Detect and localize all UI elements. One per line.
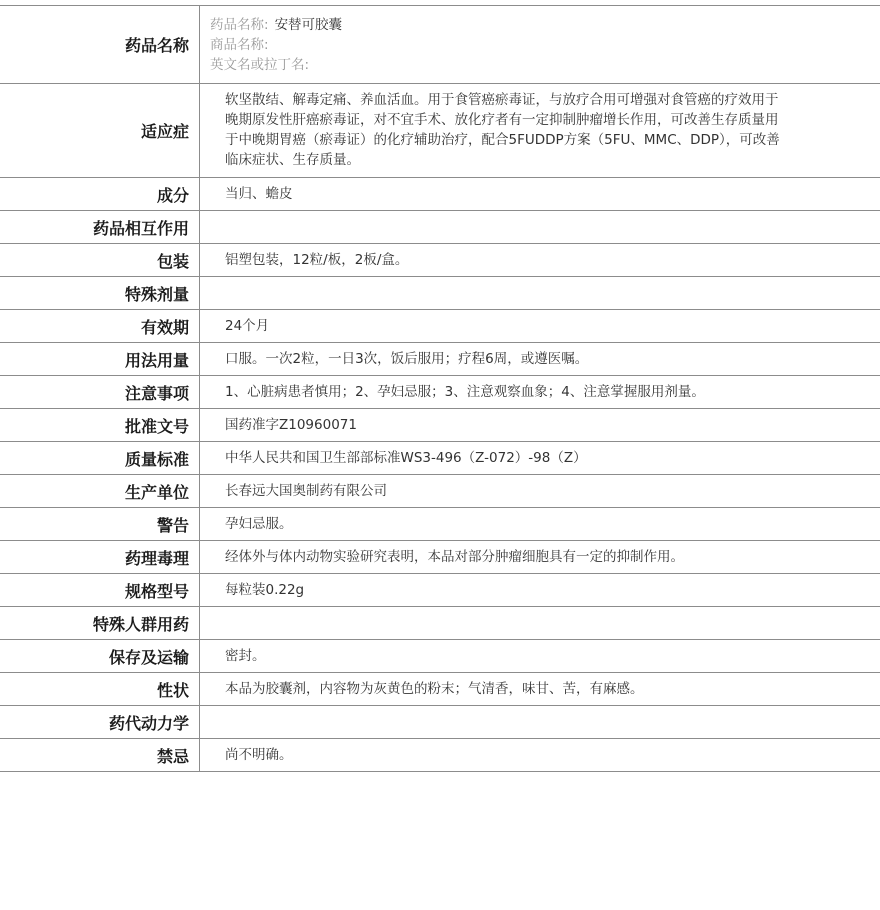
table-row [0, 277, 880, 310]
drug-spec-table [0, 5, 880, 772]
row-value: 长春远大国奥制药有限公司 [225, 483, 387, 499]
table-row [0, 673, 880, 706]
table-row [0, 376, 880, 409]
row-value: 铝塑包装，12粒/板，2板/盒。 [225, 252, 409, 268]
table-row [0, 211, 880, 244]
table-row [0, 706, 880, 739]
row-value: 密封。 [225, 648, 266, 664]
row-label: 生产单位 [0, 475, 200, 508]
table-row [0, 475, 880, 508]
table-row [0, 310, 880, 343]
latin-name-key: 英文名或拉丁名: [210, 57, 310, 73]
row-value: 经体外与体内动物实验研究表明，本品对部分肿瘤细胞具有一定的抑制作用。 [225, 549, 684, 565]
row-value: 当归、蟾皮 [225, 186, 293, 202]
table-row [0, 574, 880, 607]
row-value: 软坚散结、解毒定痛、养血活血。用于食管癌瘀毒证，与放疗合用可增强对食管癌的疗效用于晚期原发性肝癌瘀毒证，对不宜手术、放化疗者有一定抑制肿瘤增长作用，可改善生存质量用于中晚期胃癌（瘀毒证）的化疗辅助治疗，配合5FUDDP方案（5FU、MMC、DDP），可改善临床症状、生存质量。 [225, 92, 780, 168]
trade-name-key: 商品名称: [210, 37, 269, 53]
row-value: 孕妇忌服。 [225, 516, 293, 532]
row-value: 尚不明确。 [225, 747, 293, 763]
table-row [0, 178, 880, 211]
row-label: 特殊人群用药 [0, 607, 200, 640]
table-row [0, 541, 880, 574]
row-label: 成分 [0, 178, 200, 211]
table-row [0, 244, 880, 277]
row-value: 1、心脏病患者慎用；2、孕妇忌服；3、注意观察血象；4、注意掌握服用剂量。 [225, 384, 705, 400]
row-value [200, 607, 880, 640]
row-label: 注意事项 [0, 376, 200, 409]
row-label: 适应症 [0, 84, 200, 178]
table-row [0, 640, 880, 673]
row-value: 中华人民共和国卫生部部标准WS3-496（Z-072）-98（Z） [225, 450, 587, 466]
generic-name-line [210, 15, 880, 35]
row-label: 有效期 [0, 310, 200, 343]
row-value [200, 211, 880, 244]
row-label: 禁忌 [0, 739, 200, 772]
table-row [0, 442, 880, 475]
row-value: 每粒装0.22g [225, 582, 305, 598]
table-row [0, 343, 880, 376]
row-value [200, 6, 880, 84]
generic-name-value: 安替可胶囊 [274, 17, 343, 33]
row-value [200, 277, 880, 310]
row-label: 药品相互作用 [0, 211, 200, 244]
latin-name-line [210, 55, 880, 75]
row-label: 药品名称 [0, 6, 200, 84]
table-row-drug-name [0, 6, 880, 84]
row-value: 口服。一次2粒，一日3次，饭后服用；疗程6周，或遵医嘱。 [225, 351, 589, 367]
row-label: 质量标准 [0, 442, 200, 475]
row-value: 国药准字Z10960071 [225, 417, 357, 433]
row-value: 本品为胶囊剂，内容物为灰黄色的粉末；气清香，味甘、苦，有麻感。 [225, 681, 644, 697]
trade-name-line [210, 35, 880, 55]
row-label: 特殊剂量 [0, 277, 200, 310]
table-row [0, 508, 880, 541]
table-row [0, 607, 880, 640]
table-row [0, 739, 880, 772]
row-value [200, 706, 880, 739]
row-label: 警告 [0, 508, 200, 541]
table-row [0, 409, 880, 442]
row-label: 批准文号 [0, 409, 200, 442]
row-label: 规格型号 [0, 574, 200, 607]
row-label: 性状 [0, 673, 200, 706]
generic-name-key: 药品名称: [210, 17, 269, 33]
row-label: 药理毒理 [0, 541, 200, 574]
table-row-indication [0, 84, 880, 178]
row-value: 24个月 [225, 318, 270, 334]
row-label: 用法用量 [0, 343, 200, 376]
row-label: 保存及运输 [0, 640, 200, 673]
row-label: 包装 [0, 244, 200, 277]
row-label: 药代动力学 [0, 706, 200, 739]
